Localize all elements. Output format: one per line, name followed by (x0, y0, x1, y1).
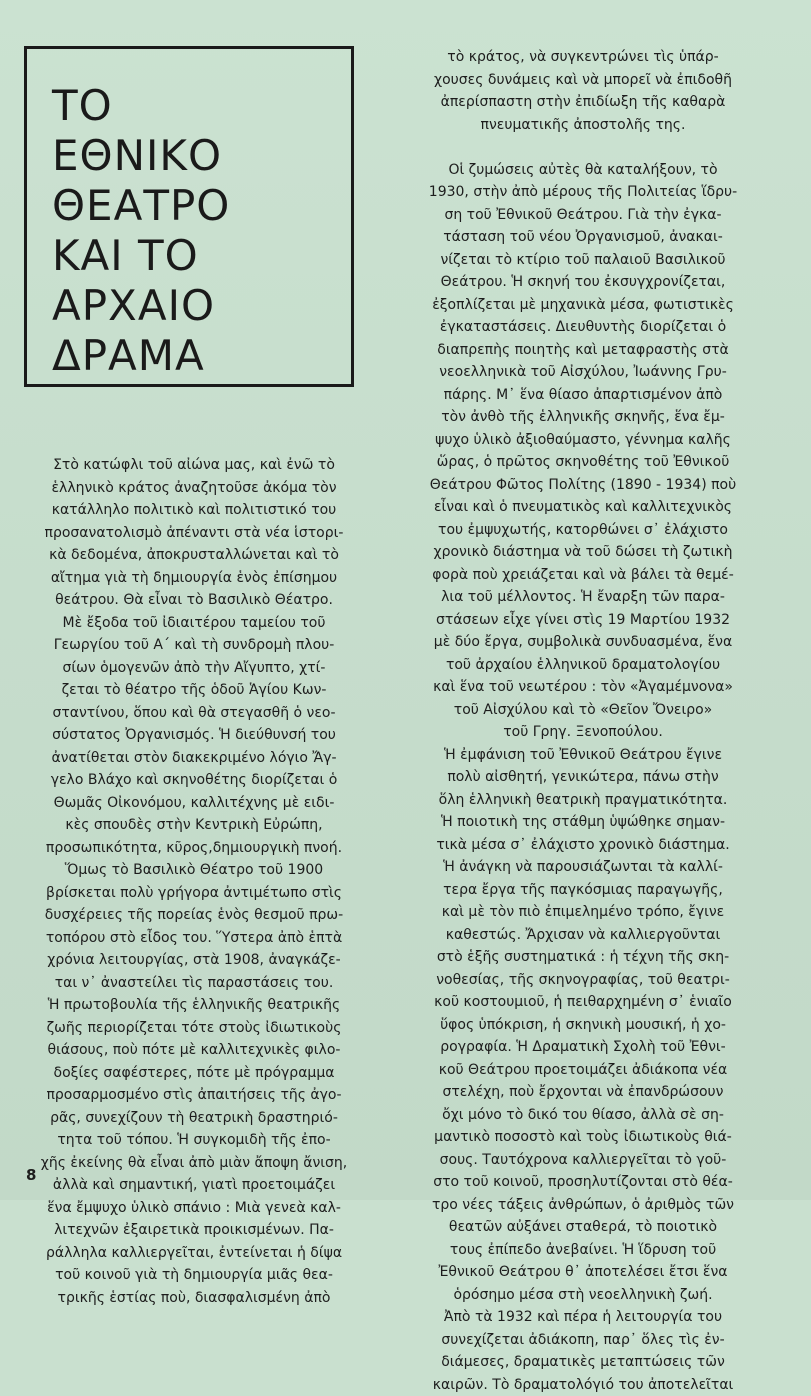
text-line: ἀνατίθεται στὸν διακεκριμένο λόγιο Ἄγ- (24, 747, 364, 770)
text-line: τρο νέες τάξεις ἀνθρώπων, ὁ ἀριθμὸς τῶν (394, 1194, 772, 1217)
text-line: Γεωργίου τοῦ Α΄ καὶ τὴ συνδρομὴ πλου- (24, 634, 364, 657)
text-line: τοῦ Γρηγ. Ξενοπούλου. (394, 721, 772, 744)
text-line: Μὲ ἔξοδα τοῦ ἰδιαιτέρου ταμείου τοῦ (24, 612, 364, 635)
text-line: κὲς σπουδὲς στὴν Κεντρικὴ Εὐρώπη, (24, 814, 364, 837)
text-line: Ἐθνικοῦ Θεάτρου θ᾽ ἀποτελέσει ἔτσι ἕνα (394, 1261, 772, 1284)
text-line: Ἡ ποιοτικὴ της στάθμη ὑψώθηκε σημαν- (394, 811, 772, 834)
text-line: ται ν᾽ ἀναστείλει τὶς παραστάσεις του. (24, 972, 364, 995)
text-line: τρικῆς ἑστίας ποὺ, διασφαλισμένη ἀπὸ (24, 1287, 364, 1310)
text-line: λια τοῦ μέλλοντος. Ἡ ἔναρξη τῶν παρα- (394, 586, 772, 609)
text-line: ὥρας, ὁ πρῶτος σκηνοθέτης τοῦ Ἐθνικοῦ (394, 451, 772, 474)
title-line: ΑΡΧΑΙΟ (52, 285, 215, 327)
text-line: θεατῶν αὐξάνει σταθερά, τὸ ποιοτικὸ (394, 1216, 772, 1239)
text-line: τικὰ μέσα σ᾽ ἐλάχιστο χρονικὸ διάστημα. (394, 834, 772, 857)
text-line: κοῦ Θεάτρου προετοιμάζει ἀδιάκοπα νέα (394, 1059, 772, 1082)
text-line: τάσταση τοῦ νέου Ὀργανισμοῦ, ἀνακαι- (394, 226, 772, 249)
text-line (394, 136, 772, 159)
text-line: στὸ ἑξῆς συστηματικά : ἡ τέχνη τῆς σκη- (394, 946, 772, 969)
text-line: ἕνα ἔμψυχο ὑλικὸ σπάνιο : Μιὰ γενεὰ καλ- (24, 1197, 364, 1220)
text-line: θεάτρου. Θὰ εἶναι τὸ Βασιλικὸ Θέατρο. (24, 589, 364, 612)
text-line: σίων ὁμογενῶν ἀπὸ τὴν Αἴγυπτο, χτί- (24, 657, 364, 680)
text-line: ἀπερίσπαστη στὴν ἐπιδίωξη τῆς καθαρὰ (394, 91, 772, 114)
text-line: ὕφος ὑπόκριση, ἡ σκηνικὴ μουσική, ἡ χο- (394, 1014, 772, 1037)
text-line: καιρῶν. Τὸ δραματολόγιό του ἀποτελεῖται (394, 1374, 772, 1396)
text-line: προσωπικότητα, κῦρος,δημιουργικὴ πνοή. (24, 837, 364, 860)
title-line: ΤΟ (52, 85, 113, 127)
text-line: Θεάτρου. Ἡ σκηνή του ἐκσυγχρονίζεται, (394, 271, 772, 294)
text-line: χουσες δυνάμεις καὶ νὰ μπορεῖ νὰ ἐπιδοθῆ (394, 69, 772, 92)
text-line: φορὰ ποὺ χρειάζεται καὶ νὰ βάλει τὰ θεμέ- (394, 564, 772, 587)
text-line: τους ἐπίπεδο ἀνεβαίνει. Ἡ ἵδρυση τοῦ (394, 1239, 772, 1262)
text-line: θιάσους, ποὺ πότε μὲ καλλιτεχνικὲς φιλο- (24, 1039, 364, 1062)
text-line: καὶ ἕνα τοῦ νεωτέρου : τὸν «Ἀγαμέμνονα» (394, 676, 772, 699)
text-line: στο τοῦ κοινοῦ, προσηλυτίζονται στὸ θέα- (394, 1171, 772, 1194)
text-line: ὅλη ἑλληνικὴ θεατρικὴ πραγματικότητα. (394, 789, 772, 812)
text-line: στάσεων εἶχε γίνει στὶς 19 Μαρτίου 1932 (394, 609, 772, 632)
text-line: διαπρεπὴς ποιητὴς καὶ μεταφραστὴς στὰ (394, 339, 772, 362)
text-line: χρόνια λειτουργίας, στὰ 1908, ἀναγκάζε- (24, 949, 364, 972)
text-line: Ἡ ἐμφάνιση τοῦ Ἐθνικοῦ Θεάτρου ἔγινε (394, 744, 772, 767)
text-line: Στὸ κατώφλι τοῦ αἰώνα μας, καὶ ἐνῶ τὸ (24, 454, 364, 477)
text-line: προσανατολισμὸ ἀπέναντι στὰ νέα ἱστορι- (24, 522, 364, 545)
text-line: δυσχέρειες τῆς πορείας ἑνὸς θεσμοῦ πρω- (24, 904, 364, 927)
text-line: ση τοῦ Ἐθνικοῦ Θεάτρου. Γιὰ τὴν ἐγκα- (394, 204, 772, 227)
text-line: τητα τοῦ τόπου. Ἡ συγκομιδὴ τῆς ἐπο- (24, 1129, 364, 1152)
text-line: ὄχι μόνο τὸ δικό του θίασο, ἀλλὰ σὲ ση- (394, 1104, 772, 1127)
text-line: 1930, στὴν ἀπὸ μέρους τῆς Πολιτείας ἵδρυ- (394, 181, 772, 204)
text-line: μαντικὸ ποσοστὸ καὶ τοὺς ἰδιωτικοὺς θιά- (394, 1126, 772, 1149)
text-line: εἶναι καὶ ὁ πνευματικὸς καὶ καλλιτεχνικὸς (394, 496, 772, 519)
text-line: ὁρόσημο μέσα στὴ νεοελληνικὴ ζωή. (394, 1284, 772, 1307)
text-line: πάρης. Μ᾽ ἕνα θίασο ἀπαρτισμένον ἀπὸ (394, 384, 772, 407)
text-line: καὶ μὲ τὸν πιὸ ἐπιμελημένο τρόπο, ἔγινε (394, 901, 772, 924)
text-line: σους. Ταυτόχρονα καλλιεργεῖται τὸ γοῦ- (394, 1149, 772, 1172)
text-line: Ἡ πρωτοβουλία τῆς ἑλληνικῆς θεατρικῆς (24, 994, 364, 1017)
title-box (24, 46, 354, 387)
text-line: διάμεσες, δραματικὲς μεταπτώσεις τῶν (394, 1351, 772, 1374)
title-line: ΘΕΑΤΡΟ (52, 185, 230, 227)
text-line: Θωμᾶς Οἰκονόμου, καλλιτέχνης μὲ ειδι- (24, 792, 364, 815)
text-line: ρογραφία. Ἡ Δραματικὴ Σχολὴ τοῦ Ἐθνι- (394, 1036, 772, 1059)
text-line: στελέχη, ποὺ ἔρχονται νὰ ἐπανδρώσουν (394, 1081, 772, 1104)
text-line: Οἱ ζυμώσεις αὐτὲς θὰ καταλήξουν, τὸ (394, 159, 772, 182)
text-line: Θεάτρου Φῶτος Πολίτης (1890 - 1934) ποὺ (394, 474, 772, 497)
text-line: καθεστώς. Ἄρχισαν νὰ καλλιεργοῦνται (394, 924, 772, 947)
left-text-column (24, 454, 364, 1309)
text-line: ἐξοπλίζεται μὲ μηχανικὰ μέσα, φωτιστικὲς (394, 294, 772, 317)
right-text-column (394, 46, 772, 1396)
text-line: τοῦ Αἰσχύλου καὶ τὸ «Θεῖον Ὄνειρο» (394, 699, 772, 722)
text-line: χρονικὸ διάστημα νὰ τοῦ δώσει τὴ ζωτικὴ (394, 541, 772, 564)
text-line: σύστατος Ὀργανισμός. Ἡ διεύθυνσή του (24, 724, 364, 747)
text-line: ζεται τὸ θέατρο τῆς ὁδοῦ Ἁγίου Κων- (24, 679, 364, 702)
text-line: τοῦ κοινοῦ γιὰ τὴ δημιουργία μιᾶς θεα- (24, 1264, 364, 1287)
text-line: νεοελληνικὰ τοῦ Αἰσχύλου, Ἰωάννης Γρυ- (394, 361, 772, 384)
text-line: βρίσκεται πολὺ γρήγορα ἀντιμέτωπο στὶς (24, 882, 364, 905)
text-line: νίζεται τὸ κτίριο τοῦ παλαιοῦ Βασιλικοῦ (394, 249, 772, 272)
text-line: γελο Βλάχο καὶ σκηνοθέτης διορίζεται ὁ (24, 769, 364, 792)
text-line: Ὅμως τὸ Βασιλικὸ Θέατρο τοῦ 1900 (24, 859, 364, 882)
text-line: ἑλληνικὸ κράτος ἀναζητοῦσε ἀκόμα τὸν (24, 477, 364, 500)
text-line: ἐγκαταστάσεις. Διευθυντὴς διορίζεται ὁ (394, 316, 772, 339)
text-line: πνευματικῆς ἀποστολῆς της. (394, 114, 772, 137)
text-line: τοῦ ἀρχαίου ἑλληνικοῦ δραματολογίου (394, 654, 772, 677)
text-line: μὲ δύο ἔργα, συμβολικὰ συνδυασμένα, ἕνα (394, 631, 772, 654)
text-line: σταντίνου, ὅπου καὶ θὰ στεγασθῆ ὁ νεο- (24, 702, 364, 725)
text-line: νοθεσίας, τῆς σκηνογραφίας, τοῦ θεατρι- (394, 969, 772, 992)
text-line: λιτεχνῶν ἐξαιρετικὰ προικισμένων. Πα- (24, 1219, 364, 1242)
text-line: ψυχο ὑλικὸ ἀξιοθαύμαστο, γέννημα καλῆς (394, 429, 772, 452)
text-line: ἀλλὰ καὶ σημαντική, γιατὶ προετοιμάζει (24, 1174, 364, 1197)
text-line: ζωῆς περιορίζεται τότε στοὺς ἰδιωτικοὺς (24, 1017, 364, 1040)
text-line: αἴτημα γιὰ τὴ δημιουργία ἑνὸς ἐπίσημου (24, 567, 364, 590)
text-line: τοπόρου στὸ εἶδος του. Ὕστερα ἀπὸ ἑπτὰ (24, 927, 364, 950)
text-line: τὸν ἀνθὸ τῆς ἑλληνικῆς σκηνῆς, ἕνα ἔμ- (394, 406, 772, 429)
title-line: ΕΘΝΙΚΟ (52, 135, 222, 177)
text-line: Ἡ ἀνάγκη νὰ παρουσιάζωνται τὰ καλλί- (394, 856, 772, 879)
text-line: δοξίες σαφέστερες, πότε μὲ πρόγραμμα (24, 1062, 364, 1085)
text-line: κατάλληλο πολιτικὸ καὶ πολιτιστικό του (24, 499, 364, 522)
text-line: Ἀπὸ τὰ 1932 καὶ πέρα ἡ λειτουργία του (394, 1306, 772, 1329)
text-line: χῆς ἐκείνης θὰ εἶναι ἀπὸ μιὰν ἄποψη ἄνιση, (24, 1152, 364, 1175)
text-line: τερα ἔργα τῆς παγκόσμιας παραγωγῆς, (394, 879, 772, 902)
text-line: συνεχίζεται ἀδιάκοπη, παρ᾽ ὅλες τὶς ἐν- (394, 1329, 772, 1352)
text-line: προσαρμοσμένο στὶς ἀπαιτήσεις τῆς ἀγο- (24, 1084, 364, 1107)
text-line: κοῦ κοστουμιοῦ, ἡ πειθαρχημένη σ᾽ ἑνιαῖο (394, 991, 772, 1014)
title-line: ΚΑΙ ΤΟ (52, 235, 199, 277)
text-line: κὰ δεδομένα, ἀποκρυσταλλώνεται καὶ τὸ (24, 544, 364, 567)
text-line: του ἐμψυχωτής, κατορθώνει σ᾽ ἐλάχιστο (394, 519, 772, 542)
page-number: 8 (26, 1166, 36, 1184)
text-line: τὸ κράτος, νὰ συγκεντρώνει τὶς ὑπάρ- (394, 46, 772, 69)
text-line: ρᾶς, συνεχίζουν τὴ θεατρικὴ δραστηριό- (24, 1107, 364, 1130)
text-line: ράλληλα καλλιεργεῖται, ἐντείνεται ἡ δίψα (24, 1242, 364, 1265)
text-line: πολὺ αἰσθητή, γενικώτερα, πάνω στὴν (394, 766, 772, 789)
title-line: ΔΡΑΜΑ (52, 335, 205, 377)
